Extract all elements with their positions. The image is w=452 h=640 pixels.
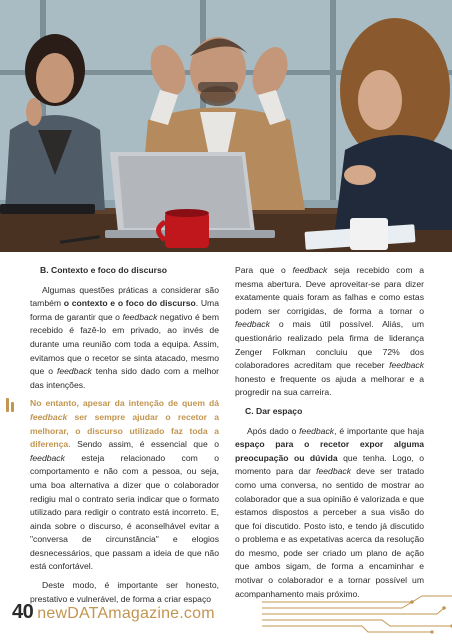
paragraph: Deste modo, é importante ser honesto, prestativo e vulnerável, de forma a criar espaço (30, 580, 219, 604)
paragraph: Após dado o feedback, é importante que haja espaço para o recetor expor alguma preocupação ou dúvida que tenha. Logo, o momento para dar feedback deve ser tratado como uma conversa, no sentido de mostrar ao colaborador que a sua opinião é valorizada e que estamos dispostos a perceber a sua visão do que foi discutido. Posto isto, e tendo já discutido o problema e as expetativas acerca da resolução do mesmo, pode ser criado um plano de ação que ambos sigam, de forma a encaminhar e motivar o colaborador e a tornar possível um acompanhamento mais próximo. (235, 425, 424, 599)
pull-quote-paragraph: No entanto, apesar da intenção de quem dá feedback ser sempre ajudar o recetor a melhorar, o discurso utilizado faz toda a diferença. Sendo assim, é essencial que o feedback esteja relacionado com o comportamento e não com a pessoa, ou seja, uma boa alternativa a dizer que o colaborador redigiu mal o contrato seria indicar que o formato utilizado para redigir o contrato está incorreto. E, ainda sobre o discurso, é aconselhável evitar a "conversa de circunstância" e elogios desnecessários, que passam a ideia de que não está confortável. (30, 397, 219, 574)
office-scene-illustration (0, 0, 452, 252)
pull-quote: No entanto, apesar da intenção de quem dá feedback ser sempre ajudar o recetor a melhorar, o discurso utilizado faz toda a diferença. (30, 398, 219, 449)
section-heading-c: C. Dar espaço (245, 405, 303, 416)
paragraph: Algumas questões práticas a considerar são também o contexto e o foco do discurso. Uma forma de garantir que o feedback negativo é bem recebido é fazê-lo em privado, ao invés de durante uma reunião com toda a equipa. Assim, evitamos que o recetor se sinta atacado, mesmo que o feedback tenha sido dado com a melhor das intenções. (30, 284, 219, 390)
paragraph: Para que o feedback seja recebido com a mesma abertura. Deve aproveitar-se para dizer exatamente quais foram as falhas e como estas podem ser corrigidas, de forma a tornar o feedback o mais útil possível. Aliás, um questionário realizado pela firma de liderança Zenger Folkman concluiu que 72% dos colaboradores acreditam que receber feedback honesto e frequente os ajuda a melhorar e a progredir na sua carreira. (235, 265, 424, 398)
magazine-url[interactable]: newDATAmagazine.com (37, 605, 215, 622)
right-text-column (235, 264, 424, 606)
circuit-lines-decoration (262, 594, 452, 634)
left-text-column (30, 264, 219, 611)
header-photo (0, 0, 452, 252)
quote-mark-icon (6, 398, 20, 416)
section-heading-b: B. Contexto e foco do discurso (40, 265, 168, 275)
page-number: 40 (12, 601, 34, 623)
page-footer (12, 601, 215, 627)
